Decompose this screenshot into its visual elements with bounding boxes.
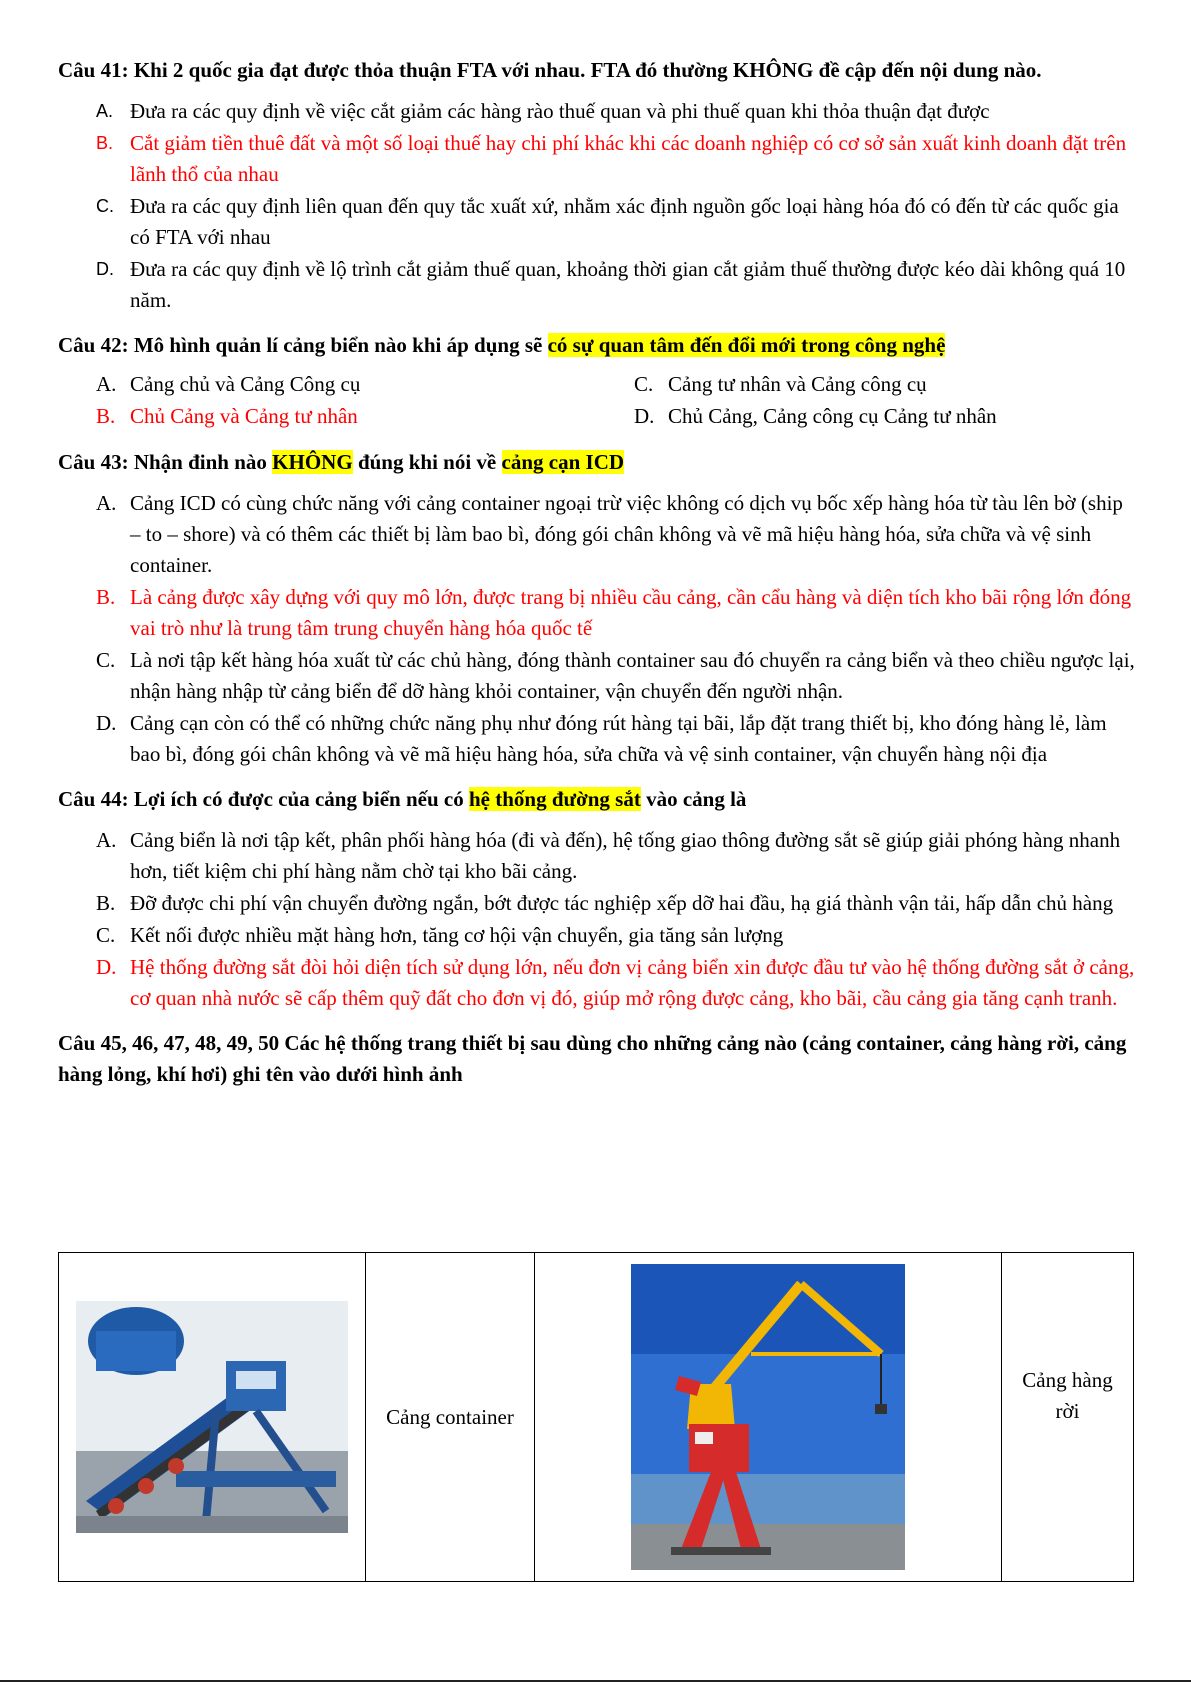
question-41-title: Câu 41: Khi 2 quốc gia đạt được thỏa thuận FTA với nhau. FTA đó thường KHÔNG đề cập đến nội dung nào. — [58, 58, 1042, 82]
question-43-title: Câu 43: Nhận đinh nào KHÔNG đúng khi nói về cảng cạn ICD — [58, 450, 625, 474]
caption-cell-1 — [366, 1253, 535, 1582]
caption-cell-2 — [1002, 1253, 1134, 1582]
question-41-options — [58, 96, 1136, 316]
option-41-b: B. Cắt giảm tiền thuê đất và một số loại thuế hay chi phí khác khi các doanh nghiệp có cơ sở sản xuất kinh doanh đặt trên lãnh thổ của nhau — [96, 131, 1127, 186]
question-45-50-title: Câu 45, 46, 47, 48, 49, 50 Các hệ thống trang thiết bị sau dùng cho những cảng nào (cảng container, cảng hàng rời, cảng hàng lỏng, khí hơi) ghi tên vào dưới hình ảnh — [58, 1031, 1127, 1086]
question-43-options — [58, 488, 1136, 770]
highlight: KHÔNG — [272, 450, 353, 474]
image-cell-1 — [59, 1253, 366, 1582]
option-44-d: D. Hệ thống đường sắt đòi hỏi diện tích sử dụng lớn, nếu đơn vị cảng biển xin được đầu tư vào hệ thống đường sắt ở cảng, cơ quan nhà nước sẽ cấp thêm quỹ đất cho đơn vị đó, giúp mở rộng được cảng, kho bãi, cầu cảng gia tăng cạnh tranh. — [96, 955, 1135, 1010]
option-44-a: A. Cảng biển là nơi tập kết, phân phối hàng hóa (đi và đến), hệ tống giao thông đường sắt sẽ giúp giải phóng hàng nhanh hơn, tiết kiệm chi phí hàng nằm chờ tại kho bãi cảng. — [96, 828, 1121, 883]
question-43 — [58, 447, 1136, 770]
option-42-a: A. Cảng chủ và Cảng Công cụ — [96, 372, 361, 396]
option-44-b: B. Đỡ được chi phí vận chuyển đường ngắn, bớt được tác nghiệp xếp dỡ hai đầu, hạ giá thành vận tải, hấp dẫn chủ hàng — [96, 891, 1114, 915]
question-44-options — [58, 825, 1136, 1014]
option-42-d: D. Chủ Cảng, Cảng công cụ Cảng tư nhân — [634, 404, 997, 428]
question-42 — [58, 330, 1136, 433]
caption-2: Cảng hàng rời — [1022, 1368, 1113, 1423]
option-43-d: D. Cảng cạn còn có thể có những chức năng phụ như đóng rút hàng tại bãi, lắp đặt trang thiết bị, kho đóng hàng lẻ, làm bao bì, đóng gói chân không và vẽ mã hiệu hàng hóa, sửa chữa và vệ sinh container, vận chuyển hàng nội địa — [96, 711, 1107, 766]
question-44 — [58, 784, 1136, 1014]
question-41 — [58, 55, 1136, 316]
harbor-crane-image — [631, 1264, 905, 1570]
option-43-a: A. Cảng ICD có cùng chức năng với cảng container ngoại trừ việc không có dịch vụ bốc xếp hàng hóa từ tàu lên bờ (ship – to – shore) và có thêm các thiết bị làm bao bì, đóng gói chân không và vẽ mã hiệu hàng hóa, sửa chữa và vệ sinh container. — [96, 491, 1123, 577]
image-cell-2 — [535, 1253, 1002, 1582]
highlight: có sự quan tâm đến đổi mới trong công nghệ — [547, 333, 946, 357]
option-41-c: C. Đưa ra các quy định liên quan đến quy tắc xuất xứ, nhằm xác định nguồn gốc loại hàng hóa đó có đến từ các quốc gia có FTA với nhau — [96, 194, 1119, 249]
question-44-title: Câu 44: Lợi ích có được của cảng biển nếu có hệ thống đường sắt vào cảng là — [58, 787, 747, 811]
caption-1: Cảng container — [386, 1404, 514, 1429]
option-42-b: B. Chủ Cảng và Cảng tư nhân — [96, 404, 358, 428]
option-41-a: A. Đưa ra các quy định về việc cắt giảm các hàng rào thuế quan và phi thuế quan khi thỏa thuận đạt được — [96, 99, 990, 123]
option-43-b: B. Là cảng được xây dựng với quy mô lớn, được trang bị nhiều cầu cảng, cần cẩu hàng và diện tích kho bãi rộng lớn đóng vai trò như là trung tâm trung chuyển hàng hóa quốc tế — [96, 585, 1132, 640]
question-42-title: Câu 42: Mô hình quản lí cảng biển nào khi áp dụng sẽ có sự quan tâm đến đổi mới trong công nghệ — [58, 333, 946, 357]
option-42-c: C. Cảng tư nhân và Cảng công cụ — [634, 372, 927, 396]
option-43-c: C. Là nơi tập kết hàng hóa xuất từ các chủ hàng, đóng thành container sau đó chuyển ra cảng biển và theo chiều ngược lại, nhận hàng nhập từ cảng biển để dỡ hàng khỏi container, vận chuyển đến người nhận. — [96, 648, 1135, 703]
footer-divider — [0, 1680, 1191, 1682]
option-44-c: C. Kết nối được nhiều mặt hàng hơn, tăng cơ hội vận chuyển, gia tăng sản lượng — [96, 923, 784, 947]
highlight: cảng cạn ICD — [501, 450, 625, 474]
document-page — [58, 55, 1136, 1090]
equipment-image-table — [58, 1252, 1134, 1582]
question-42-options — [58, 369, 1136, 433]
option-41-d: D. Đưa ra các quy định về lộ trình cắt giảm thuế quan, khoảng thời gian cắt giảm thuế thường được kéo dài không quá 10 năm. — [96, 257, 1126, 312]
highlight: hệ thống đường sắt — [468, 787, 641, 811]
conveyor-loader-image — [76, 1301, 348, 1533]
